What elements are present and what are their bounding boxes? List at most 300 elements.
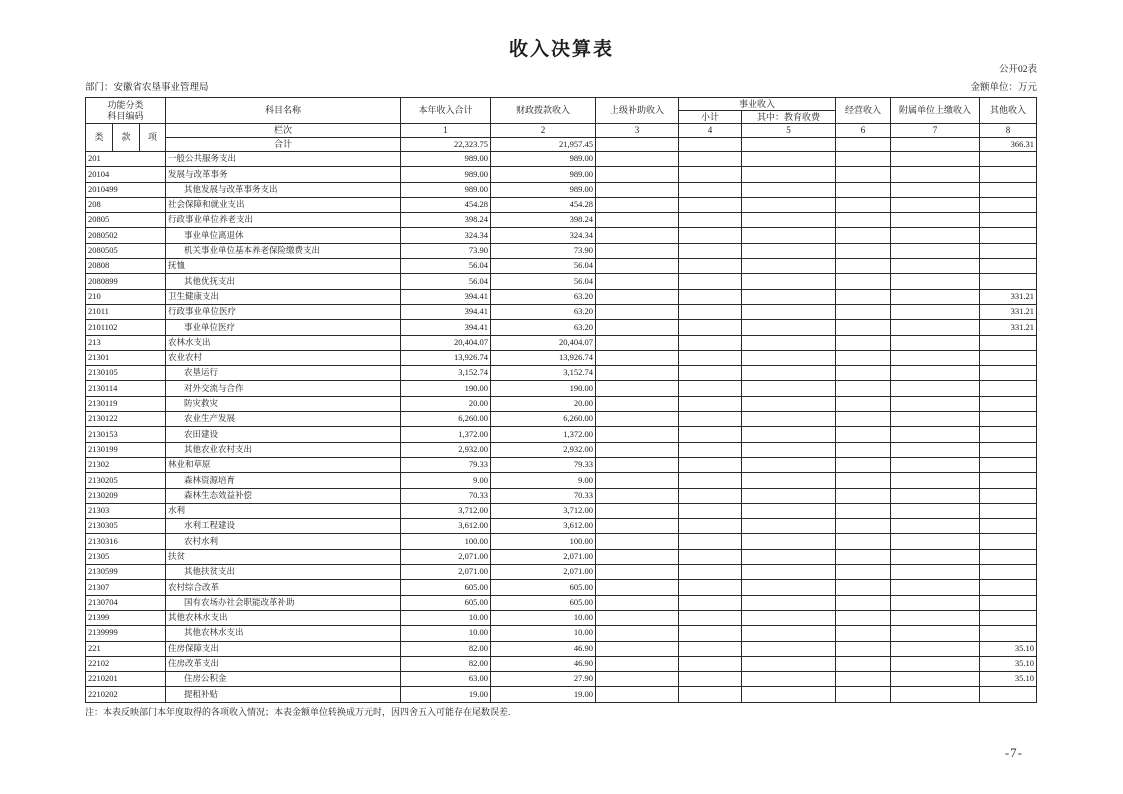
row-value: 100.00	[491, 534, 596, 549]
row-value	[980, 565, 1037, 580]
row-value	[742, 381, 836, 396]
row-value	[742, 396, 836, 411]
row-value: 13,926.74	[491, 350, 596, 365]
row-code: 21011	[86, 304, 166, 319]
row-value	[891, 366, 980, 381]
row-value	[836, 580, 891, 595]
row-value	[836, 656, 891, 671]
header-col-number: 2	[491, 124, 596, 138]
row-value	[742, 182, 836, 197]
row-value	[679, 427, 742, 442]
row-value	[679, 580, 742, 595]
row-value	[891, 259, 980, 274]
row-value	[836, 182, 891, 197]
row-value: 19.00	[401, 687, 491, 702]
row-value: 56.04	[491, 259, 596, 274]
row-value: 10.00	[491, 626, 596, 641]
row-subject: 森林资源培育	[166, 473, 401, 488]
row-value: 79.33	[401, 457, 491, 472]
row-code: 21303	[86, 503, 166, 518]
row-value	[980, 335, 1037, 350]
grand-total-value	[742, 138, 836, 152]
row-value: 6,260.00	[491, 412, 596, 427]
row-value	[836, 534, 891, 549]
row-value	[596, 366, 679, 381]
row-value	[980, 366, 1037, 381]
row-value: 10.00	[491, 610, 596, 625]
row-code: 21307	[86, 580, 166, 595]
row-code: 2080502	[86, 228, 166, 243]
row-subject: 防灾救灾	[166, 396, 401, 411]
row-value: 73.90	[491, 243, 596, 258]
row-value: 20,404.07	[491, 335, 596, 350]
table-row	[86, 565, 1037, 580]
row-value: 100.00	[401, 534, 491, 549]
row-value	[891, 182, 980, 197]
row-value	[742, 672, 836, 687]
row-value	[891, 687, 980, 702]
row-value	[596, 442, 679, 457]
row-value	[891, 350, 980, 365]
row-value	[679, 228, 742, 243]
row-value	[836, 396, 891, 411]
page-number: -7-	[1004, 745, 1023, 760]
row-value: 324.34	[491, 228, 596, 243]
row-code: 20805	[86, 213, 166, 228]
row-value	[742, 320, 836, 335]
row-value	[980, 488, 1037, 503]
header-superior-subsidy: 上级补助收入	[596, 98, 679, 124]
row-value	[742, 488, 836, 503]
header-code-group-line2: 科目编码	[107, 110, 144, 121]
row-value	[836, 320, 891, 335]
row-value	[891, 580, 980, 595]
row-value	[891, 167, 980, 182]
row-subject: 其他优抚支出	[166, 274, 401, 289]
row-value	[679, 687, 742, 702]
row-value: 27.90	[491, 672, 596, 687]
footnote: 注：本表反映部门本年度取得的各项收入情况；本表金额单位转换成万元时，因四舍五入可能存在尾数误差.	[85, 707, 511, 717]
row-value: 454.28	[401, 197, 491, 212]
row-value	[891, 610, 980, 625]
row-value	[980, 687, 1037, 702]
row-value	[596, 182, 679, 197]
row-value	[836, 442, 891, 457]
row-code: 208	[86, 197, 166, 212]
row-value	[980, 473, 1037, 488]
row-value: 9.00	[401, 473, 491, 488]
row-value	[836, 610, 891, 625]
row-value	[836, 381, 891, 396]
row-value: 1,372.00	[491, 427, 596, 442]
table-row	[86, 335, 1037, 350]
row-value: 35.10	[980, 656, 1037, 671]
row-value: 82.00	[401, 656, 491, 671]
row-value	[891, 396, 980, 411]
row-value: 70.33	[491, 488, 596, 503]
header-affiliated-income: 附属单位上缴收入	[891, 98, 980, 124]
row-subject: 抚恤	[166, 259, 401, 274]
row-value	[742, 228, 836, 243]
row-value	[891, 243, 980, 258]
row-value	[742, 304, 836, 319]
header-row-index-label: 栏次	[166, 124, 401, 138]
row-subject: 其他农业农村支出	[166, 442, 401, 457]
header-code-group-line1: 功能分类	[107, 100, 144, 111]
table-row	[86, 197, 1037, 212]
table-row	[86, 259, 1037, 274]
row-value	[891, 381, 980, 396]
row-value	[742, 641, 836, 656]
row-value	[679, 672, 742, 687]
row-value	[679, 320, 742, 335]
row-value	[836, 304, 891, 319]
row-value	[679, 641, 742, 656]
row-value: 35.10	[980, 672, 1037, 687]
row-value	[679, 626, 742, 641]
row-value: 63.20	[491, 320, 596, 335]
row-value	[891, 626, 980, 641]
row-value: 2,071.00	[491, 549, 596, 564]
row-value: 2,932.00	[491, 442, 596, 457]
row-code: 2130199	[86, 442, 166, 457]
row-value	[891, 672, 980, 687]
row-value: 2,071.00	[401, 565, 491, 580]
row-value: 3,712.00	[401, 503, 491, 518]
table-header	[86, 98, 1037, 152]
row-subject: 住房公积金	[166, 672, 401, 687]
table-row	[86, 672, 1037, 687]
row-value	[742, 580, 836, 595]
row-code: 210	[86, 289, 166, 304]
row-value: 2,932.00	[401, 442, 491, 457]
row-value	[679, 457, 742, 472]
row-subject: 事业单位医疗	[166, 320, 401, 335]
row-value: 3,152.74	[401, 366, 491, 381]
row-value: 394.41	[401, 304, 491, 319]
row-value	[836, 565, 891, 580]
row-value	[679, 213, 742, 228]
grand-total-label: 合计	[166, 138, 401, 152]
row-value	[679, 396, 742, 411]
row-value: 331.21	[980, 304, 1037, 319]
row-value	[596, 656, 679, 671]
row-value	[891, 595, 980, 610]
row-value	[742, 259, 836, 274]
row-value	[980, 228, 1037, 243]
row-value	[742, 610, 836, 625]
row-code: 20808	[86, 259, 166, 274]
row-value	[596, 228, 679, 243]
row-code: 2130122	[86, 412, 166, 427]
row-value	[891, 274, 980, 289]
row-value	[742, 213, 836, 228]
row-value	[596, 488, 679, 503]
row-value: 190.00	[491, 381, 596, 396]
table-row	[86, 412, 1037, 427]
row-value	[891, 488, 980, 503]
row-value	[891, 503, 980, 518]
row-code: 2210201	[86, 672, 166, 687]
row-value: 63.20	[491, 304, 596, 319]
row-value	[980, 534, 1037, 549]
row-value	[980, 519, 1037, 534]
table-row	[86, 656, 1037, 671]
row-subject: 其他扶贫支出	[166, 565, 401, 580]
row-value	[679, 519, 742, 534]
row-value	[596, 289, 679, 304]
row-value: 20.00	[401, 396, 491, 411]
header-operating-income: 经营收入	[836, 98, 891, 124]
row-value: 3,612.00	[401, 519, 491, 534]
row-value: 989.00	[491, 167, 596, 182]
header-category: 类	[86, 124, 113, 152]
row-value	[679, 197, 742, 212]
header-business-income-group: 事业收入	[679, 98, 836, 111]
row-value	[980, 167, 1037, 182]
table-row	[86, 396, 1037, 411]
row-value: 56.04	[491, 274, 596, 289]
row-code: 21305	[86, 549, 166, 564]
row-code: 2010499	[86, 182, 166, 197]
row-value	[980, 213, 1037, 228]
row-value	[980, 580, 1037, 595]
grand-total-value	[836, 138, 891, 152]
row-value: 331.21	[980, 289, 1037, 304]
row-value: 35.10	[980, 641, 1037, 656]
row-value	[980, 457, 1037, 472]
header-col-number: 1	[401, 124, 491, 138]
row-value	[742, 427, 836, 442]
row-value	[679, 289, 742, 304]
row-value	[836, 549, 891, 564]
row-code: 213	[86, 335, 166, 350]
row-value	[679, 656, 742, 671]
row-code: 221	[86, 641, 166, 656]
row-value	[596, 687, 679, 702]
grand-total-value: 366.31	[980, 138, 1037, 152]
row-value	[679, 534, 742, 549]
row-value: 398.24	[401, 213, 491, 228]
row-value	[980, 396, 1037, 411]
row-value	[742, 519, 836, 534]
table-row	[86, 152, 1037, 167]
table-row	[86, 549, 1037, 564]
row-value	[679, 381, 742, 396]
row-value	[679, 304, 742, 319]
table-row	[86, 580, 1037, 595]
table-body	[86, 152, 1037, 703]
row-value: 20.00	[491, 396, 596, 411]
row-value	[679, 350, 742, 365]
row-value	[891, 519, 980, 534]
table-row	[86, 274, 1037, 289]
grand-total-row	[86, 138, 1037, 152]
row-value	[836, 289, 891, 304]
row-value	[891, 412, 980, 427]
header-section: 款	[113, 124, 140, 152]
row-value	[596, 335, 679, 350]
row-value	[679, 473, 742, 488]
row-subject: 农田建设	[166, 427, 401, 442]
row-value	[742, 412, 836, 427]
row-value	[980, 595, 1037, 610]
row-code: 2130316	[86, 534, 166, 549]
row-value: 79.33	[491, 457, 596, 472]
row-code: 2130153	[86, 427, 166, 442]
row-subject: 发展与改革事务	[166, 167, 401, 182]
header-other-income: 其他收入	[980, 98, 1037, 124]
row-code: 22102	[86, 656, 166, 671]
header-fiscal-appropriation: 财政拨款收入	[491, 98, 596, 124]
row-value	[980, 152, 1037, 167]
row-value: 13,926.74	[401, 350, 491, 365]
row-value	[679, 167, 742, 182]
row-value: 989.00	[491, 152, 596, 167]
row-code: 21301	[86, 350, 166, 365]
row-value: 605.00	[401, 580, 491, 595]
row-subject: 水利	[166, 503, 401, 518]
row-code: 2080899	[86, 274, 166, 289]
row-code: 2130114	[86, 381, 166, 396]
row-value	[836, 519, 891, 534]
row-value	[836, 366, 891, 381]
row-value	[596, 473, 679, 488]
table-row	[86, 442, 1037, 457]
row-subject: 提租补贴	[166, 687, 401, 702]
row-value	[596, 534, 679, 549]
row-value	[836, 626, 891, 641]
row-value	[596, 457, 679, 472]
grand-total-value	[596, 138, 679, 152]
row-value: 394.41	[401, 289, 491, 304]
header-col-number: 8	[980, 124, 1037, 138]
row-value	[891, 213, 980, 228]
table-row	[86, 503, 1037, 518]
row-value	[742, 595, 836, 610]
row-value: 3,152.74	[491, 366, 596, 381]
header-col-number: 5	[742, 124, 836, 138]
row-subject: 事业单位离退休	[166, 228, 401, 243]
row-value	[596, 641, 679, 656]
table-row	[86, 228, 1037, 243]
row-value	[596, 565, 679, 580]
row-value: 63.20	[491, 289, 596, 304]
row-value	[742, 197, 836, 212]
row-code: 2130599	[86, 565, 166, 580]
row-value	[836, 427, 891, 442]
row-value	[980, 427, 1037, 442]
row-value: 20,404.07	[401, 335, 491, 350]
row-value	[679, 152, 742, 167]
row-value: 3,712.00	[491, 503, 596, 518]
row-value	[596, 549, 679, 564]
row-value	[891, 656, 980, 671]
row-value	[980, 626, 1037, 641]
row-subject: 水利工程建设	[166, 519, 401, 534]
row-value	[596, 626, 679, 641]
row-subject: 卫生健康支出	[166, 289, 401, 304]
row-subject: 农林水支出	[166, 335, 401, 350]
grand-total-value: 22,323.75	[401, 138, 491, 152]
table-row	[86, 473, 1037, 488]
row-code: 21399	[86, 610, 166, 625]
row-value	[679, 610, 742, 625]
row-value: 989.00	[401, 182, 491, 197]
header-col-number: 7	[891, 124, 980, 138]
row-subject: 农业生产发展	[166, 412, 401, 427]
row-value: 605.00	[491, 580, 596, 595]
row-subject: 其他农林水支出	[166, 626, 401, 641]
row-value	[596, 320, 679, 335]
row-value	[742, 350, 836, 365]
row-value	[836, 197, 891, 212]
row-value	[742, 274, 836, 289]
row-value	[596, 427, 679, 442]
row-code: 2130119	[86, 396, 166, 411]
row-value: 3,612.00	[491, 519, 596, 534]
row-value	[742, 152, 836, 167]
row-value	[836, 641, 891, 656]
row-value	[891, 549, 980, 564]
table-row	[86, 687, 1037, 702]
grand-total-value	[679, 138, 742, 152]
table-row	[86, 595, 1037, 610]
row-value: 324.34	[401, 228, 491, 243]
row-value: 605.00	[491, 595, 596, 610]
row-subject: 一般公共服务支出	[166, 152, 401, 167]
row-value: 605.00	[401, 595, 491, 610]
row-value	[891, 457, 980, 472]
row-value: 10.00	[401, 610, 491, 625]
row-subject: 农垦运行	[166, 366, 401, 381]
row-value	[679, 503, 742, 518]
row-value	[980, 610, 1037, 625]
row-value	[836, 152, 891, 167]
row-code: 2080505	[86, 243, 166, 258]
row-code: 2139999	[86, 626, 166, 641]
row-value	[596, 396, 679, 411]
row-value	[836, 503, 891, 518]
row-value	[836, 350, 891, 365]
department-label: 部门：安徽省农垦事业管理局	[85, 83, 209, 93]
row-value	[596, 304, 679, 319]
row-value: 989.00	[401, 167, 491, 182]
row-value	[596, 610, 679, 625]
table-row	[86, 641, 1037, 656]
table-row	[86, 519, 1037, 534]
unit-label: 金额单位：万元	[970, 83, 1037, 93]
row-value	[980, 381, 1037, 396]
row-value	[836, 243, 891, 258]
header-subject: 科目名称	[166, 98, 401, 124]
row-value	[891, 152, 980, 167]
header-code-group	[86, 98, 166, 124]
row-value	[679, 274, 742, 289]
row-value	[836, 595, 891, 610]
row-value	[891, 641, 980, 656]
row-subject: 行政事业单位医疗	[166, 304, 401, 319]
row-code: 21302	[86, 457, 166, 472]
row-value	[596, 381, 679, 396]
row-value	[742, 289, 836, 304]
row-value: 989.00	[491, 182, 596, 197]
header-year-total: 本年收入合计	[401, 98, 491, 124]
row-subject: 森林生态效益补偿	[166, 488, 401, 503]
row-value	[836, 228, 891, 243]
row-value	[679, 595, 742, 610]
row-value	[742, 243, 836, 258]
